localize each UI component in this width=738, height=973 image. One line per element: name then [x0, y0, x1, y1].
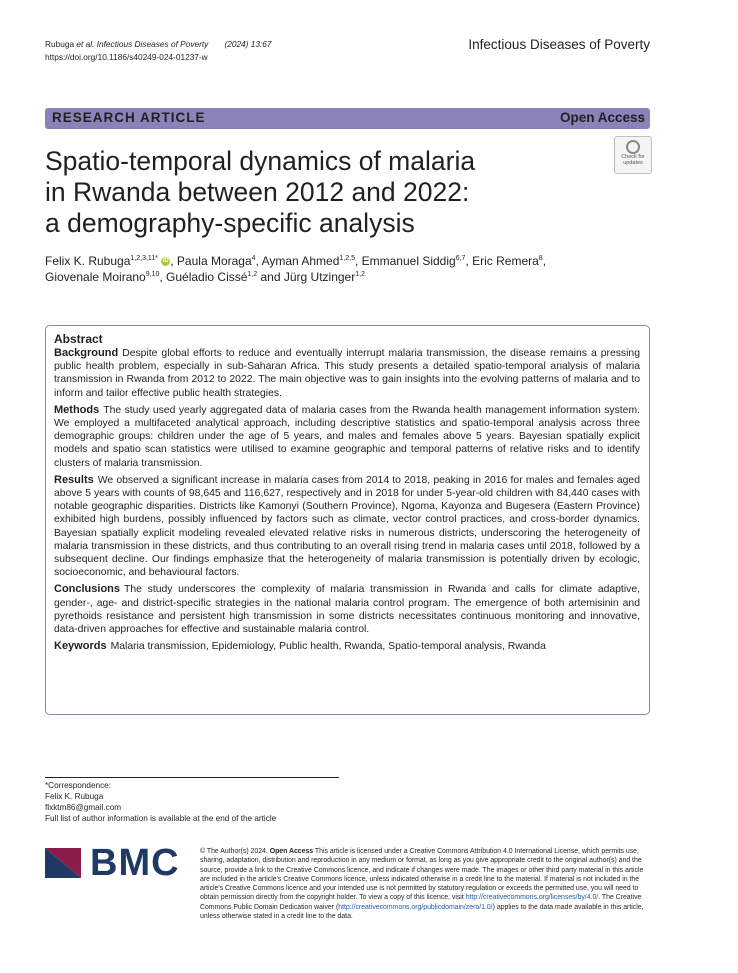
author-affiliation: 8 [538, 255, 543, 262]
author-name[interactable]: Felix K. Rubuga [45, 254, 131, 268]
check-for-updates-button[interactable] [614, 136, 652, 174]
author-name[interactable]: Paula Moraga [176, 254, 252, 268]
author-name[interactable]: Emmanuel Siddig [361, 254, 456, 268]
abstract-heading: Abstract [54, 332, 103, 346]
correspondence-email[interactable]: flxktm86@gmail.com [45, 803, 122, 812]
author-separator: , [170, 254, 177, 268]
author-name[interactable]: Eric Remera [472, 254, 539, 268]
abstract-box [45, 325, 650, 715]
section-text: Malaria transmission, Epidemiology, Public health, Rwanda, Spatio-temporal analysis, Rwanda [110, 641, 546, 653]
citation-etal: et al. [76, 39, 95, 49]
section-text: We observed a significant increase in malaria cases from 2014 to 2018, peaking in 2016 for males and females aged above 5 years with counts of 98,645 and 116,627, respectively and in 2018 for under 5-year-old children with 84,440 cases with notable geographic disparities. Districts like Kamonyi (Southern Province), Ngoma, Kayonza and Bugesera (Eastern Province) exhibited high burdens, possibly influenced by factors such as climate, vector control practices, and cross-border dynamics. Bayesian spatially explicit modeling revealed elevated relative risks in numerous districts, underscoring the heterogeneity of malaria transmission in these districts, and thus contributing to an overall rising trend in malaria cases until 2018, followed by a subsequent decline. Our findings emphasize that the heterogeneity of malaria transmission is potentially driven by ecologic, socioeconomic, and behavioural factors. [54, 474, 640, 579]
abstract-background [54, 347, 640, 400]
check-updates-line2: updates [623, 160, 643, 166]
correspondence-block [45, 780, 276, 824]
citation-journal: Infectious Diseases of Poverty [96, 39, 209, 49]
correspondence-name: Felix K. Rubuga [45, 792, 104, 801]
license-link-cc-by[interactable]: http://creativecommons.org/licenses/by/4.0/ [465, 894, 599, 902]
author-name[interactable]: Guéladio Cissé [166, 270, 248, 284]
license-copyright: © The Author(s) 2024. [200, 848, 268, 855]
author-separator: , [255, 254, 262, 268]
article-type-banner [45, 108, 650, 129]
article-type: RESEARCH ARTICLE [52, 110, 206, 125]
section-label: Keywords [54, 640, 107, 653]
citation-volume: (2024) 13:67 [224, 39, 272, 49]
citation-line [45, 38, 272, 51]
check-updates-icon [626, 140, 640, 154]
open-access-label: Open Access [559, 110, 645, 125]
author-separator: , [542, 254, 547, 268]
author-name[interactable]: Jürg Utzinger [283, 270, 356, 284]
license-body: This article is licensed under a Creative Commons Attribution 4.0 International License, which permits use, sharing, adaptation, distribution and reproduction in any medium or format, as long as you give appropriate credit to the original author(s) and the source, provide a link to the Creative Commons licence, and indicate if changes were made. The images or other third party material in this article are included in the article's Creative Commons licence, unless indicated otherwise in a credit line to the material. If material is not included in the article's Creative Commons licence and your intended use is not permitted by statutory regulation or exceeds the permitted use, you will need to obtain permission directly from the copyright holder. To view a copy of this licence, visit [200, 848, 644, 902]
license-text [200, 847, 652, 921]
title-line: in Rwanda between 2012 and 2022: [45, 177, 470, 207]
license-open-access: Open Access [269, 848, 314, 855]
author-name[interactable]: Giovenale Moirano [45, 270, 146, 284]
abstract-methods [54, 404, 640, 470]
citation-block [45, 38, 272, 63]
author-affiliation: 1,2 [247, 271, 258, 278]
section-label: Conclusions [54, 583, 121, 596]
author-affiliation: 1,2,3,11* [130, 255, 158, 262]
correspondence-label: *Correspondence: [45, 781, 111, 790]
section-text: Despite global efforts to reduce and eventually interrupt malaria transmission, the disease remains a pressing public health problem, especially in sub-Saharan Africa. This study presents a detailed spatio-temporal analysis of malaria transmission in Rwanda from 2012 to 2022. The main objective was to gain insights into the evolving patterns of malaria and to inform and tailor effective public health strategies. [54, 348, 640, 399]
article-title [45, 146, 605, 239]
title-line: a demography-specific analysis [45, 208, 415, 238]
license-end: ) applies to the data made available in this article, unless otherwise stated in a credit line to the data. [200, 903, 644, 921]
author-affiliation: 6,7 [455, 255, 466, 262]
check-updates-line1: Check for [621, 154, 645, 160]
section-text: The study underscores the complexity of malaria transmission in Rwanda and calls for climate adaptive, gender-, age- and district-specific strategies in the national malaria control program. The emergence of both artemisinin and pyrethoids resistance and persistent high transmission in some districts necessitates continuous monitoring and innovative, data-driven approaches for effective and sustainable malaria control. [54, 584, 640, 636]
citation-author: Rubuga [45, 39, 75, 49]
bmc-logo-text: BMC [90, 842, 180, 884]
section-label: Results [54, 473, 94, 486]
author-separator: , [465, 254, 473, 268]
section-text: The study used yearly aggregated data of malaria cases from the Rwanda health management information system. We employed a multifaceted analytical approach, including descriptive statistics and spatio-temporal analysis across three demographic groups: children under the age of 5 years, and males and females above 5 years. Bayesian spatially explicit models and spatio scan statistics were utilised to examine geographic and temporal patterns of relative risks and to identify clusters of malaria transmission. [54, 404, 640, 469]
abstract-keywords [54, 640, 640, 653]
bmc-logo-icon [45, 848, 81, 878]
author-separator: , [354, 254, 362, 268]
journal-name: Infectious Diseases of Poverty [468, 37, 650, 52]
author-affiliation: 9,10 [145, 271, 160, 278]
abstract-results [54, 474, 640, 580]
license-link-cc0[interactable]: http://creativecommons.org/publicdomain/zero/1.0/ [338, 903, 493, 911]
author-separator: , [159, 270, 167, 284]
footnote-divider [45, 777, 339, 778]
author-affiliation: 1,2,5 [339, 255, 355, 262]
section-label: Methods [54, 403, 100, 416]
section-label: Background [54, 347, 119, 359]
author-name[interactable]: Ayman Ahmed [261, 254, 340, 268]
abstract-conclusions [54, 583, 640, 636]
orcid-icon[interactable]: iD [162, 258, 169, 265]
author-affiliation: 1,2 [355, 271, 365, 278]
doi-link[interactable]: https://doi.org/10.1186/s40249-024-01237-w [45, 51, 208, 62]
author-list [45, 253, 645, 285]
license-mid: . The Creative Commons Public Domain Dedication waiver ( [200, 894, 642, 911]
title-line: Spatio-temporal dynamics of malaria [45, 146, 476, 176]
author-affiliation: 4 [251, 255, 256, 262]
author-separator: and [257, 270, 284, 284]
author-info-note: Full list of author information is available at the end of the article [45, 814, 277, 823]
